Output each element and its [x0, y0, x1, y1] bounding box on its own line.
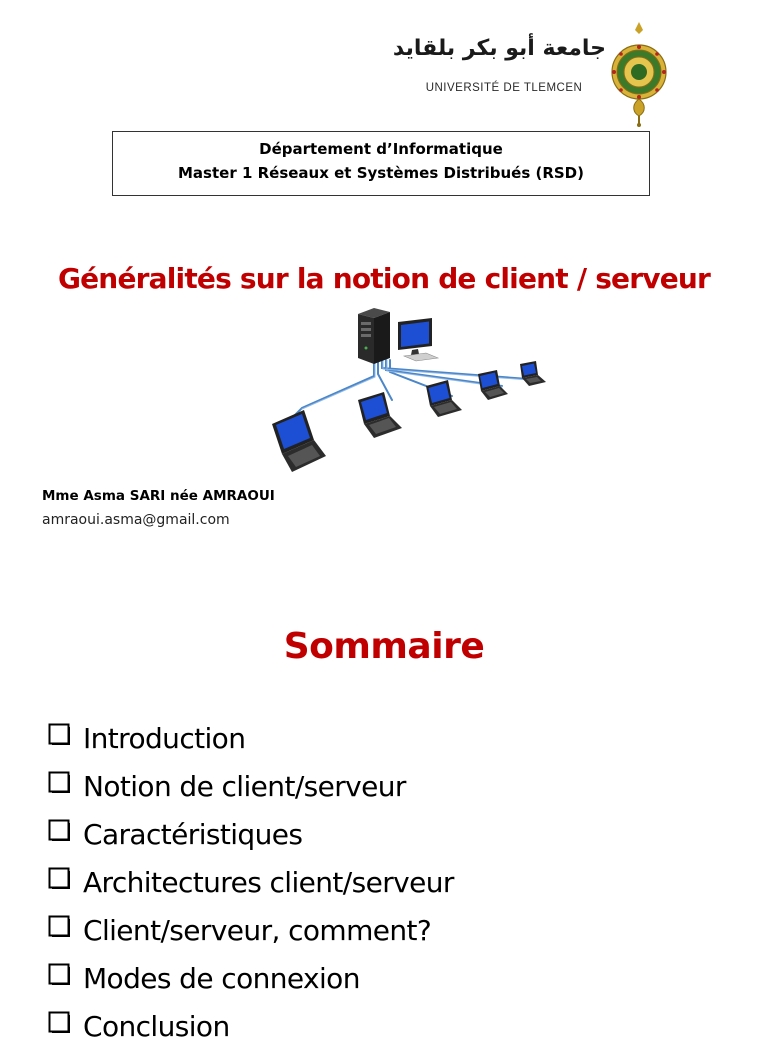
summary-item-label: Caractéristiques — [83, 817, 303, 851]
university-name-latin: UNIVERSITÉ DE TLEMCEN — [425, 82, 583, 94]
summary-item-label: Modes de connexion — [83, 961, 360, 995]
checkbox-icon — [48, 771, 70, 793]
client-server-network-icon — [262, 304, 562, 476]
checkbox-icon — [48, 819, 70, 841]
server-tower-icon — [358, 308, 390, 364]
department-name: Département d’Informatique — [259, 140, 503, 158]
summary-item-label: Notion de client/serveur — [83, 769, 406, 803]
checkbox-icon — [48, 723, 70, 745]
university-name-arabic: جامعة أبو بكر بلقايد — [392, 36, 606, 61]
summary-item-caracteristiques — [48, 810, 454, 858]
summary-list — [48, 714, 454, 1050]
summary-item-label: Introduction — [83, 721, 246, 755]
laptop-icon — [426, 380, 462, 417]
department-box — [112, 131, 650, 196]
author-email[interactable]: amraoui.asma@gmail.com — [42, 512, 230, 528]
university-logo — [392, 20, 668, 130]
laptop-icon — [358, 392, 402, 438]
page-title: Généralités sur la notion de client / serveur — [57, 262, 711, 295]
checkbox-icon — [48, 915, 70, 937]
summary-item-notion — [48, 762, 454, 810]
summary-item-label: Conclusion — [83, 1009, 230, 1043]
summary-item-comment — [48, 906, 454, 954]
summary-item-modes — [48, 954, 454, 1002]
desktop-monitor-icon — [398, 318, 438, 361]
laptop-icon — [478, 370, 508, 400]
program-name: Master 1 Réseaux et Systèmes Distribués (RSD) — [178, 164, 584, 182]
laptop-icon — [272, 410, 326, 472]
checkbox-icon — [48, 1011, 70, 1033]
summary-heading: Sommaire — [283, 626, 485, 667]
summary-item-architectures — [48, 858, 454, 906]
university-emblem-icon — [610, 20, 668, 128]
checkbox-icon — [48, 867, 70, 889]
author-name: Mme Asma SARI née AMRAOUI — [42, 488, 275, 504]
checkbox-icon — [48, 963, 70, 985]
summary-item-label: Architectures client/serveur — [83, 865, 454, 899]
summary-item-conclusion — [48, 1002, 454, 1050]
summary-item-label: Client/serveur, comment? — [83, 913, 432, 947]
summary-item-introduction — [48, 714, 454, 762]
laptop-icon — [520, 361, 546, 386]
